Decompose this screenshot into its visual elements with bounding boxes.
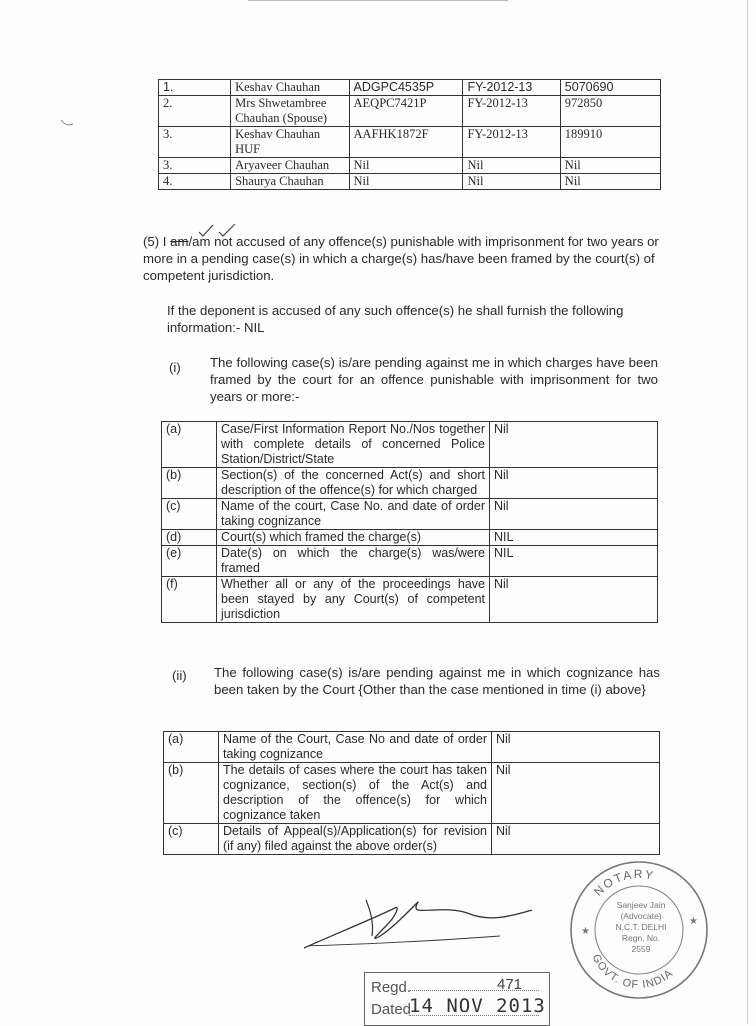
charges-framed-row xyxy=(162,577,658,623)
charges-framed-description: Whether all or any of the proceedings have been stayed by any Court(s) of competent jurisdiction xyxy=(217,577,490,623)
charges-framed-value: Nil xyxy=(490,499,658,530)
section-5-struck-word: am xyxy=(170,234,189,249)
scan-top-line xyxy=(248,0,508,1)
cognizance-label: (c) xyxy=(164,824,219,855)
cognizance-description: Details of Appeal(s)/Application(s) for revision (if any) filed against the above order(s) xyxy=(219,824,492,855)
seal-number: 2559 xyxy=(631,944,651,954)
seal-name: Sanjeev Jain xyxy=(616,900,666,910)
income-row-number: 2. xyxy=(159,96,231,127)
reg-label: Regd. xyxy=(371,979,412,996)
income-row xyxy=(159,80,661,96)
charges-framed-description: Case/First Information Report No./Nos together with complete details of concerned Police Station/District/State xyxy=(217,422,490,468)
svg-text:GOVT. OF INDIA xyxy=(590,952,676,991)
section-5-number: (5) xyxy=(143,234,160,249)
charges-framed-description: Date(s) on which the charge(s) was/were framed xyxy=(217,546,490,577)
income-row-fy: FY-2012-13 xyxy=(463,127,560,158)
income-row-fy: FY-2012-13 xyxy=(463,96,560,127)
cognizance-value: Nil xyxy=(492,763,660,824)
income-row xyxy=(159,96,661,127)
if-deponent-nil: NIL xyxy=(243,320,265,335)
charges-framed-label: (d) xyxy=(162,530,217,546)
seal-bottom-text: GOVT. OF INDIA xyxy=(589,952,676,992)
income-row-pan: AEQPC7421P xyxy=(349,96,463,127)
charges-framed-description: Section(s) of the concerned Act(s) and short description of the offence(s) for which charged xyxy=(217,468,490,499)
cognizance-row xyxy=(164,732,660,763)
registration-stamp xyxy=(364,972,550,1026)
income-row-number: 3. xyxy=(159,127,231,158)
income-row-fy: Nil xyxy=(463,174,560,190)
income-row-amount: 972850 xyxy=(560,96,660,127)
stamp-date: 14 NOV 2013 xyxy=(409,995,546,1017)
if-deponent-paragraph xyxy=(167,302,662,336)
charges-framed-value: Nil xyxy=(490,577,658,623)
income-row-fy: FY-2012-13 xyxy=(463,80,560,96)
income-row xyxy=(159,174,661,190)
charges-framed-description: Name of the court, Case No. and date of order taking cognizance xyxy=(217,499,490,530)
charges-framed-row xyxy=(162,422,658,468)
income-row-name: Keshav Chauhan xyxy=(231,80,349,96)
scan-edge-line xyxy=(747,0,748,1024)
income-row-name: Mrs Shwetambree Chauhan (Spouse) xyxy=(231,96,349,127)
seal-star-left-icon: ★ xyxy=(581,926,590,937)
charges-framed-value: Nil xyxy=(490,468,658,499)
section-5-i: I xyxy=(162,234,167,249)
income-row-number: 4. xyxy=(159,174,231,190)
cognizance-label: (b) xyxy=(164,763,219,824)
charges-framed-description: Court(s) which framed the charge(s) xyxy=(217,530,490,546)
income-row-pan: ADGPC4535P xyxy=(349,80,463,96)
svg-text:NOTARY xyxy=(591,867,656,899)
cognizance-description: Name of the Court, Case No and date of order taking cognizance xyxy=(219,732,492,763)
dated-label: Dated xyxy=(371,1001,412,1018)
income-row-pan: Nil xyxy=(349,158,463,174)
seal-star-right-icon: ★ xyxy=(689,916,698,927)
charges-framed-label: (b) xyxy=(162,468,217,499)
part-i-number: (i) xyxy=(169,360,181,375)
reg-number: 471 xyxy=(497,976,523,993)
income-row-number: 3. xyxy=(159,158,231,174)
income-row xyxy=(159,127,661,158)
section-5-text: /am not accused of any offence(s) punishable with imprisonment for two years or more in a pending case(s) in which a charge(s) has/have been framed by the court(s) of competent jurisdiction. xyxy=(143,234,659,283)
income-row-pan: AAFHK1872F xyxy=(349,127,463,158)
charges-framed-row xyxy=(162,530,658,546)
part-i-text: The following case(s) is/are pending against me in which charges have been framed by the court for an offence punishable with imprisonment for two years or more:- xyxy=(210,355,658,404)
charges-framed-row xyxy=(162,499,658,530)
charges-framed-label: (e) xyxy=(162,546,217,577)
charges-framed-value: NIL xyxy=(490,530,658,546)
if-deponent-text: If the deponent is accused of any such offence(s) he shall furnish the following information:- xyxy=(167,303,624,335)
cognizance-row xyxy=(164,763,660,824)
seal-city: N.C.T. DELHI xyxy=(615,922,667,932)
seal-regno: Regn. No. xyxy=(621,933,661,943)
pen-mark-icon xyxy=(60,118,74,128)
income-row-number: 1. xyxy=(159,80,231,96)
income-row-amount: Nil xyxy=(560,158,660,174)
part-ii-text: The following case(s) is/are pending against me in which cognizance has been taken by the Court {Other than the case mentioned in time (i) above} xyxy=(214,665,660,697)
charges-framed-label: (a) xyxy=(162,422,217,468)
charges-framed-row xyxy=(162,546,658,577)
cognizance-table xyxy=(163,731,660,855)
notary-seal xyxy=(567,858,711,1002)
income-row-amount: 5070690 xyxy=(560,80,660,96)
cognizance-label: (a) xyxy=(164,732,219,763)
income-row-name: Keshav Chauhan HUF xyxy=(231,127,349,158)
income-row-fy: Nil xyxy=(463,158,560,174)
cognizance-row xyxy=(164,824,660,855)
charges-framed-value: Nil xyxy=(490,422,658,468)
deponent-signature xyxy=(300,892,535,954)
income-table xyxy=(158,79,661,190)
charges-framed-value: NIL xyxy=(490,546,658,577)
section-5-paragraph xyxy=(143,233,663,284)
seal-top-text: NOTARY xyxy=(591,866,657,899)
cognizance-value: Nil xyxy=(492,732,660,763)
charges-framed-row xyxy=(162,468,658,499)
cognizance-value: Nil xyxy=(492,824,660,855)
income-row-amount: Nil xyxy=(560,174,660,190)
seal-role: (Advocate) xyxy=(620,911,662,921)
cognizance-description: The details of cases where the court has taken cognizance, section(s) of the Act(s) and description of the offence(s) for which cognizance taken xyxy=(219,763,492,824)
part-ii-number: (ii) xyxy=(172,668,187,683)
income-row-name: Aryaveer Chauhan xyxy=(231,158,349,174)
income-row-pan: Nil xyxy=(349,174,463,190)
charges-framed-label: (c) xyxy=(162,499,217,530)
income-row-amount: 189910 xyxy=(560,127,660,158)
charges-framed-label: (f) xyxy=(162,577,217,623)
charges-framed-table xyxy=(161,421,658,623)
income-row xyxy=(159,158,661,174)
income-row-name: Shaurya Chauhan xyxy=(231,174,349,190)
